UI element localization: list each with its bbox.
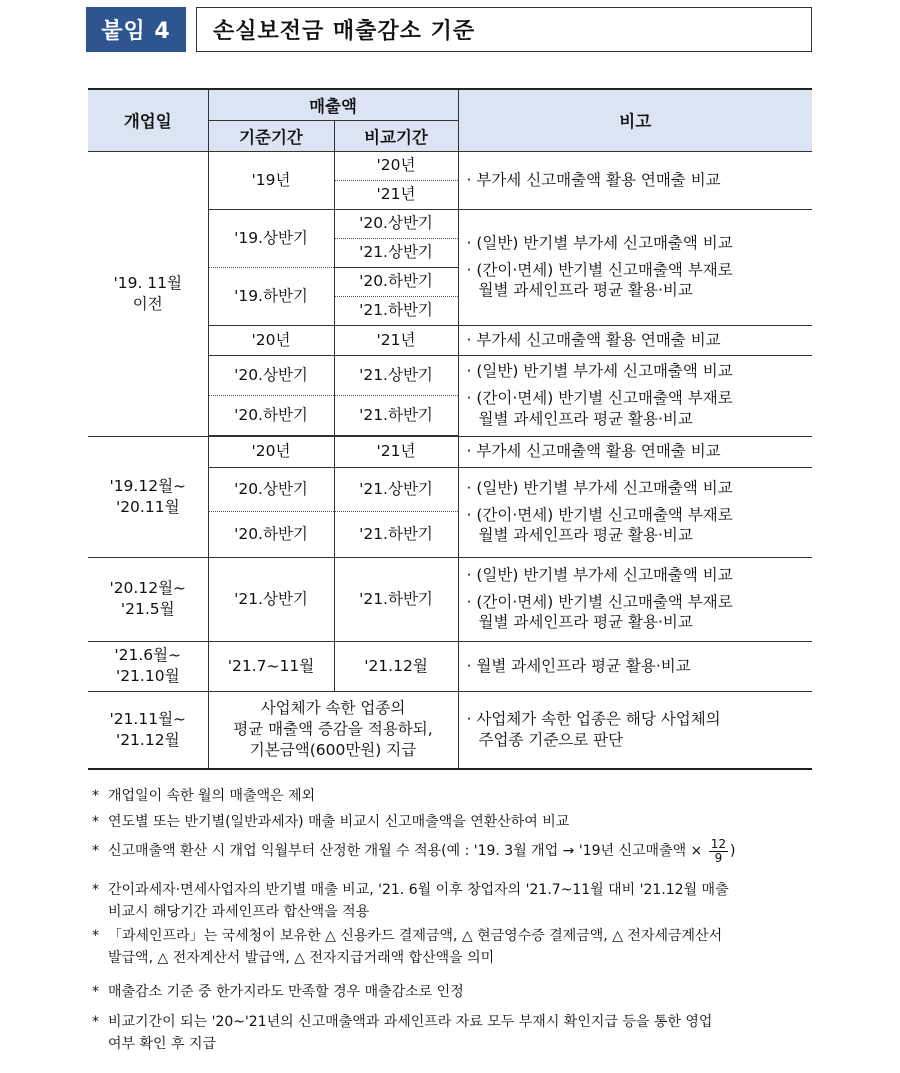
page-title bbox=[196, 7, 812, 52]
note-cell: · (일반) 반기별 부가세 신고매출액 비교 · (간이·면세) 반기별 신고매출액 부재로 월별 과세인프라 평균 활용·비교 bbox=[458, 557, 812, 641]
open-date-g5: '21.11월~ '21.12월 bbox=[88, 691, 208, 769]
open-date-g1: '19. 11월 이전 bbox=[88, 151, 208, 436]
footnote-6: * 매출감소 기준 중 한가지라도 만족할 경우 매출감소로 인정 bbox=[92, 984, 464, 1000]
fraction-12-over-9: $\frac{12}{9}$ bbox=[710, 837, 727, 865]
compare-cell: '21.하반기 bbox=[334, 296, 458, 325]
note-cell: · 월별 과세인프라 평균 활용·비교 bbox=[458, 641, 812, 691]
note-cell: · 부가세 신고매출액 활용 연매출 비교 bbox=[458, 436, 812, 467]
base-cell: '21.상반기 bbox=[208, 557, 334, 641]
compare-cell: '21년 bbox=[334, 180, 458, 209]
open-date-g2: '19.12월~ '20.11월 bbox=[88, 436, 208, 557]
base-cell: '20년 bbox=[208, 436, 334, 467]
base-cell: '19년 bbox=[208, 151, 334, 209]
compare-cell: '21년 bbox=[334, 325, 458, 355]
note-cell: · (일반) 반기별 부가세 신고매출액 비교 · (간이·면세) 반기별 신고매출액 부재로 월별 과세인프라 평균 활용·비교 bbox=[458, 209, 812, 325]
footnote-5: * 「과세인프라」는 국세청이 보유한 △ 신용카드 결제금액, △ 현금영수증 결제금액, △ 전자세금계산서 발급액, △ 전자계산서 발급액, △ 전자지급거래액 합산액을 의미 bbox=[92, 928, 723, 966]
footnote-4: * 간이과세자·면세사업자의 반기별 매출 비교, '21. 6월 이후 창업자의 '21.7~11월 대비 '21.12월 매출 비교시 해당기간 과세인프라 합산액을 적용 bbox=[92, 882, 729, 920]
compare-cell: '21.하반기 bbox=[334, 557, 458, 641]
compare-cell: '21.상반기 bbox=[334, 467, 458, 511]
base-cell: '20.상반기 bbox=[208, 467, 334, 511]
header-open-date: 개업일 bbox=[88, 89, 208, 151]
compare-cell: '20.하반기 bbox=[334, 267, 458, 296]
compare-cell: '21.하반기 bbox=[334, 395, 458, 435]
footnote-3: * 신고매출액 환산 시 개업 익월부터 산정한 개월 수 적용(예 : '19. 3월 개업 → '19년 신고매출액 × $\frac{12}{9}$ ) bbox=[92, 837, 736, 865]
base-cell: '19.하반기 bbox=[208, 267, 334, 325]
open-date-g3: '20.12월~ '21.5월 bbox=[88, 557, 208, 641]
footnote-1: * 개업일이 속한 월의 매출액은 제외 bbox=[92, 788, 316, 804]
attachment-badge: 붙임 4 bbox=[86, 7, 186, 52]
note-cell: · (일반) 반기별 부가세 신고매출액 비교 · (간이·면세) 반기별 신고매출액 부재로 월별 과세인프라 평균 활용·비교 bbox=[458, 467, 812, 557]
criteria-table-wrapper bbox=[88, 88, 812, 770]
header-base-period: 기준기간 bbox=[208, 120, 334, 151]
base-cell: '20.상반기 bbox=[208, 355, 334, 395]
note-cell: · 부가세 신고매출액 활용 연매출 비교 bbox=[458, 325, 812, 355]
sales-decrease-criteria-table bbox=[88, 88, 812, 770]
open-date-g4: '21.6월~ '21.10월 bbox=[88, 641, 208, 691]
compare-cell: '21.12월 bbox=[334, 641, 458, 691]
note-cell: · (일반) 반기별 부가세 신고매출액 비교 · (간이·면세) 반기별 신고매출액 부재로 월별 과세인프라 평균 활용·비교 bbox=[458, 355, 812, 436]
compare-cell: '21.상반기 bbox=[334, 238, 458, 267]
header-note: 비고 bbox=[458, 89, 812, 151]
header-compare-period: 비교기간 bbox=[334, 120, 458, 151]
merged-criteria-cell: 사업체가 속한 업종의 평균 매출액 증감을 적용하되, 기본금액(600만원) 지급 bbox=[208, 691, 458, 769]
compare-cell: '21년 bbox=[334, 436, 458, 467]
base-cell: '20.하반기 bbox=[208, 395, 334, 435]
base-cell: '20년 bbox=[208, 325, 334, 355]
base-cell: '19.상반기 bbox=[208, 209, 334, 267]
page-title-text: 손실보전금 매출감소 기준 bbox=[213, 19, 476, 44]
base-cell: '20.하반기 bbox=[208, 511, 334, 557]
footnote-7: * 비교기간이 되는 '20~'21년의 신고매출액과 과세인프라 자료 모두 부재시 확인지급 등을 통한 영업 여부 확인 후 지급 bbox=[92, 1014, 713, 1052]
header-sales: 매출액 bbox=[208, 89, 458, 120]
footnote-2: * 연도별 또는 반기별(일반과세자) 매출 비교시 신고매출액을 연환산하여 비교 bbox=[92, 814, 570, 830]
base-cell: '21.7~11월 bbox=[208, 641, 334, 691]
compare-cell: '21.상반기 bbox=[334, 355, 458, 395]
compare-cell: '20.상반기 bbox=[334, 209, 458, 238]
note-cell: · 사업체가 속한 업종은 해당 사업체의 주업종 기준으로 판단 bbox=[458, 691, 812, 769]
note-cell: · 부가세 신고매출액 활용 연매출 비교 bbox=[458, 151, 812, 209]
compare-cell: '20년 bbox=[334, 151, 458, 180]
compare-cell: '21.하반기 bbox=[334, 511, 458, 557]
